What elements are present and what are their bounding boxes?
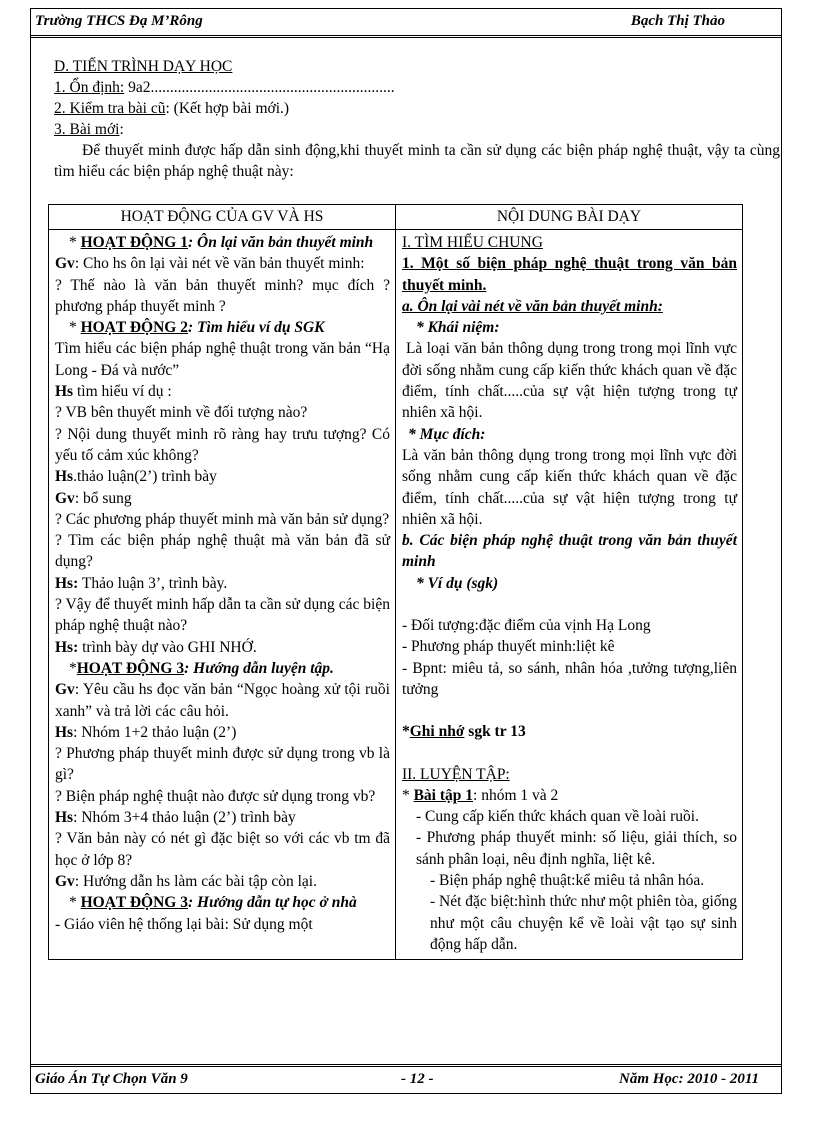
left-column-header: HOẠT ĐỘNG CỦA GV VÀ HS — [49, 205, 396, 230]
text-line: ? Biện pháp nghệ thuật nào được sử dụng trong vb? — [55, 787, 376, 805]
hd2-bullet: * — [69, 319, 81, 337]
speaker: Gv — [55, 255, 75, 273]
speaker: Gv — [55, 681, 75, 699]
speaker: Hs: — [55, 574, 79, 592]
exercise-1-label: Bài tập 1 — [413, 786, 474, 804]
speaker: Gv — [55, 489, 75, 507]
text-line: : bổ sung — [74, 489, 132, 507]
example-point: - Phương pháp thuyết minh:liệt kê — [401, 638, 615, 656]
text-line: Tìm hiểu các biện pháp nghệ thuật trong văn bản “Hạ Long - Đá và nước” — [55, 340, 390, 379]
page-header — [31, 13, 781, 33]
hd1-bullet: * — [69, 234, 81, 251]
text-line: ? Phương pháp thuyết minh được sử dụng trong vb là gì? — [55, 745, 390, 784]
note-bullet: * — [401, 723, 410, 741]
text-line: trình bày dự vào GHI NHỚ. — [78, 638, 257, 656]
right-column-header: NỘI DUNG BÀI DẠY — [395, 205, 742, 230]
intro-paragraph: Để thuyết minh được hấp dẫn sinh động,khi thuyết minh ta cần sử dụng các biện pháp nghệ thuật, vậy ta cùng tìm hiểu các biện pháp nghệ thuật này: — [54, 142, 780, 180]
text-line: - Giáo viên hệ thống lại bài: Sử dụng một — [55, 915, 313, 933]
concept-text: Là loại văn bản thông dụng trong trong mọi lĩnh vực đời sống nhằm cung cấp kiến thức khách quan về đặc điểm, tính chất.....của sự vật hiện tượng trong tự nhiên xã hội. — [401, 340, 737, 422]
text-line: ? VB bên thuyết minh về đối tượng nào? — [55, 404, 308, 422]
activity1-title: : Ôn lại văn bản thuyết minh — [188, 234, 374, 251]
subsection-1-1: 1. Một số biện pháp nghệ thuật trong văn bản thuyết minh. — [401, 255, 737, 294]
purpose-heading: * Mục đích: — [407, 425, 486, 443]
footer-divider — [31, 1064, 781, 1067]
header-divider — [31, 35, 781, 38]
activity3-label: HOẠT ĐỘNG 3 — [76, 659, 185, 677]
example-point: - Đối tượng:đặc điểm của vịnh Hạ Long — [401, 617, 651, 635]
speaker: Hs: — [55, 638, 79, 656]
exercise-answer: - Nét đặc biệt:hình thức như một phiên tòa, giống như một câu chuyện kể về loài vật tạo sự sinh động hấp dẫn. — [429, 893, 737, 953]
text-line: tìm hiểu ví dụ : — [73, 383, 172, 401]
table-content-row — [49, 230, 743, 960]
example-heading: * Ví dụ (sgk) — [415, 574, 499, 592]
text-line: Thảo luận 3’, trình bày. — [78, 574, 228, 592]
exercise-answer: - Phương pháp thuyết minh: số liệu, giải thích, so sánh phân loại, nêu định nghĩa, liệt kê. — [415, 829, 737, 868]
text-line: : Hướng dẫn hs làm các bài tập còn lại. — [74, 872, 317, 890]
note-ref: sgk tr 13 — [464, 723, 526, 741]
text-line: : Cho hs ôn lại vài nét về văn bản thuyết minh: — [74, 255, 365, 273]
item1-label: 1. Ổn định: — [54, 79, 125, 96]
table-header-row — [49, 205, 743, 230]
item2-value: : (Kết hợp bài mới.) — [165, 100, 290, 117]
section-2-title: II. LUYỆN TẬP: — [401, 765, 510, 783]
school-name: Trường THCS Đạ M’Rông — [35, 13, 203, 29]
activities-cell — [49, 230, 396, 960]
text-line: ? Vậy để thuyết minh hấp dẫn ta cần sử dụng các biện pháp nghệ thuật nào? — [55, 596, 390, 635]
speaker: Hs — [55, 723, 74, 741]
hd3-bullet: * — [69, 659, 77, 677]
activity2-label: HOẠT ĐỘNG 2 — [80, 319, 188, 337]
text-line: ? Thế nào là văn bản thuyết minh? mục đích ? phương pháp thuyết minh ? — [55, 276, 390, 315]
text-line: ? Nội dung thuyết minh rõ ràng hay trưu tượng? Có yếu tố cảm xúc không? — [55, 425, 390, 464]
subsection-a: a. Ôn lại vài nét về văn bản thuyết minh: — [401, 297, 663, 315]
activity3-title: : Hướng dẫn luyện tập. — [184, 659, 334, 677]
text-line: : Nhóm 3+4 thảo luận (2’) trình bày — [73, 809, 296, 827]
page-number: - 12 - — [401, 1071, 434, 1087]
content-cell — [395, 230, 742, 960]
footer-school-year: Năm Học: 2010 - 2011 — [619, 1071, 759, 1087]
text-line: ? Văn bản này có nét gì đặc biệt so với các vb tm đã học ở lớp 8? — [55, 830, 390, 869]
section-1-title: I. TÌM HIỂU CHUNG — [401, 234, 543, 251]
author-name: Bạch Thị Thảo — [630, 13, 725, 29]
text-line: : Nhóm 1+2 thảo luận (2’) — [73, 723, 237, 741]
activity1-label: HOẠT ĐỘNG 1 — [80, 234, 188, 251]
subsection-b: b. Các biện pháp nghệ thuật trong văn bản thuyết minh — [401, 532, 737, 571]
activity4-title: : Hướng dẫn tự học ở nhà — [188, 894, 357, 912]
exercise-answer: - Cung cấp kiến thức khách quan về loài ruồi. — [415, 808, 699, 826]
speaker: Hs — [55, 468, 74, 486]
concept-heading: * Khái niệm: — [415, 319, 500, 337]
activity2-title: : Tìm hiểu ví dụ SGK — [188, 319, 325, 337]
speaker: Hs — [55, 809, 74, 827]
item3-label: 3. Bài mới — [54, 121, 120, 138]
item2-label: 2. Kiểm tra bài cũ — [54, 100, 166, 117]
exercise-bullet: * — [401, 786, 414, 804]
footer-course: Giáo Án Tự Chọn Văn 9 — [35, 1071, 188, 1087]
text-line: ? Tìm các biện pháp nghệ thuật mà văn bản đã sử dụng? — [55, 532, 390, 571]
lesson-intro — [54, 56, 782, 182]
purpose-text: Là văn bản thông dụng trong trong mọi lĩnh vực đời sống nhằm cung cấp kiến thức khách quan về đặc điểm, tính chất.....của sự vật hiện tượng trong tự nhiên xã hội. — [401, 446, 737, 528]
activity4-label: HOẠT ĐỘNG 3 — [80, 894, 188, 912]
lesson-table — [48, 204, 743, 960]
item1-value: 9a2............................................................... — [124, 79, 395, 96]
section-title: D. TIẾN TRÌNH DẠY HỌC — [54, 58, 233, 75]
exercise-answer: - Biện pháp nghệ thuật:kể miêu tả nhân hóa. — [429, 872, 705, 890]
hd4-bullet: * — [69, 894, 81, 912]
example-point: - Bpnt: miêu tả, so sánh, nhân hóa ,tưởng tượng,liên tưởng — [401, 659, 737, 698]
text-line: : Yêu cầu hs đọc văn bản “Ngọc hoàng xử tội ruồi xanh” và trả lời các câu hỏi. — [55, 681, 390, 720]
speaker: Gv — [55, 872, 75, 890]
note-label: Ghi nhớ — [409, 723, 465, 741]
text-line: ? Các phương pháp thuyết minh mà văn bản sử dụng? — [55, 510, 390, 528]
item3-value: : — [119, 121, 124, 138]
text-line: .thảo luận(2’) trình bày — [73, 468, 217, 486]
exercise-1-group: : nhóm 1 và 2 — [473, 786, 559, 804]
speaker: Hs — [55, 383, 74, 401]
